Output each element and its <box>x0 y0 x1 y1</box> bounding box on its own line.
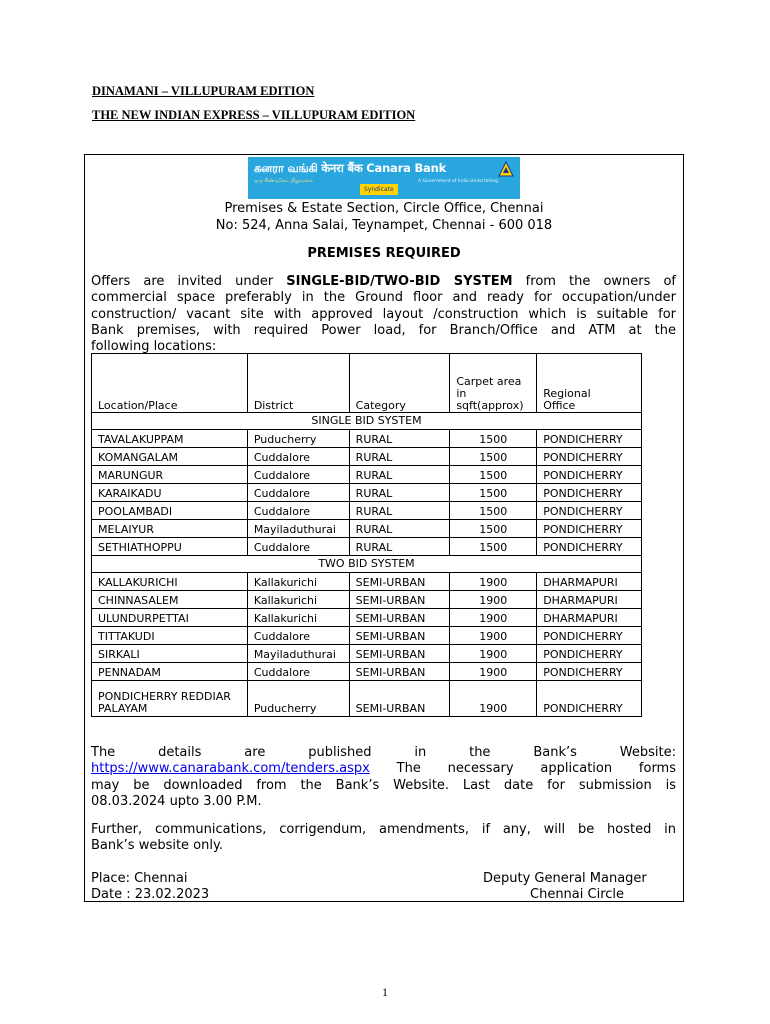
table-row <box>92 627 642 645</box>
two-bid-label: TWO BID SYSTEM <box>92 556 642 573</box>
table-cell: RURAL <box>349 448 450 466</box>
intro-paragraph <box>91 274 676 355</box>
table-row <box>92 645 642 663</box>
table-cell: SEMI-URBAN <box>349 591 450 609</box>
table-row <box>92 663 642 681</box>
table-cell: Puducherry <box>247 681 349 717</box>
table-cell: TITTAKUDI <box>92 627 248 645</box>
table-cell: RURAL <box>349 538 450 556</box>
table-row <box>92 591 642 609</box>
intro-text-c: from the owners of <box>512 274 676 289</box>
table-cell: CHINNASALEM <box>92 591 248 609</box>
signatory-circle: Chennai Circle <box>530 887 625 902</box>
table-cell: SEMI-URBAN <box>349 645 450 663</box>
table-cell: SIRKALI <box>92 645 248 663</box>
table-cell: 1500 <box>450 466 537 484</box>
table-cell: PONDICHERRY <box>537 484 642 502</box>
table-cell-line: PONDICHERRY REDDIAR <box>98 690 231 703</box>
table-cell: TAVALAKUPPAM <box>92 430 248 448</box>
edition-line-dinamani: DINAMANI – VILLUPURAM EDITION <box>92 84 315 98</box>
table-cell-line: Regional <box>543 387 591 400</box>
table-cell: DHARMAPURI <box>537 573 642 591</box>
table-cell: KARAIKADU <box>92 484 248 502</box>
table-cell: Kallakurichi <box>247 573 349 591</box>
table-cell: Cuddalore <box>247 627 349 645</box>
table-cell: MELAIYUR <box>92 520 248 538</box>
header-category: Category <box>349 354 450 413</box>
table-cell: RURAL <box>349 466 450 484</box>
intro-line-3: construction/ vacant site with approved layout /construction which is suitable for <box>91 306 676 322</box>
table-row <box>92 681 642 717</box>
table-cell: DHARMAPURI <box>537 609 642 627</box>
place-label: Place: Chennai <box>91 871 188 886</box>
table-cell: PONDICHERRY <box>537 645 642 663</box>
table-cell: Mayiladuthurai <box>247 645 349 663</box>
table-cell: 1500 <box>450 502 537 520</box>
table-row <box>92 484 642 502</box>
date-label: Date : 23.02.2023 <box>91 887 210 902</box>
table-cell: PONDICHERRY <box>537 502 642 520</box>
table-cell: ULUNDURPETTAI <box>92 609 248 627</box>
header-location: Location/Place <box>92 354 248 413</box>
tenders-link[interactable]: https://www.canarabank.com/tenders.aspx <box>91 761 370 777</box>
table-cell: POOLAMBADI <box>92 502 248 520</box>
table-cell: Cuddalore <box>247 663 349 681</box>
details-line-2-rest: The necessary application forms <box>369 761 676 777</box>
table-cell: MARUNGUR <box>92 466 248 484</box>
canara-bank-logo <box>248 157 520 199</box>
table-cell: KALLAKURICHI <box>92 573 248 591</box>
table-cell: PONDICHERRY <box>537 681 642 717</box>
edition-line-new-indian-express: THE NEW INDIAN EXPRESS – VILLUPURAM EDITION <box>92 108 416 122</box>
table-header-row <box>92 354 642 413</box>
table-row <box>92 520 642 538</box>
canara-triangle-icon <box>498 161 514 177</box>
page-number: 1 <box>382 985 388 999</box>
table-cell-line: Office <box>543 399 576 412</box>
table-cell: PENNADAM <box>92 663 248 681</box>
last-row-location <box>92 681 248 717</box>
table-cell: Cuddalore <box>247 466 349 484</box>
header-regional-office <box>537 354 642 413</box>
details-line-1: The details are published in the Bank’s Website: <box>91 745 676 760</box>
table-cell: 1900 <box>450 627 537 645</box>
intro-line-5: following locations: <box>91 339 217 355</box>
further-line-1: Further, communications, corrigendum, amendments, if any, will be hosted in <box>91 822 676 837</box>
table-cell: Cuddalore <box>247 484 349 502</box>
table-cell: PONDICHERRY <box>537 448 642 466</box>
table-cell: 1500 <box>450 538 537 556</box>
table-row <box>92 538 642 556</box>
header-carpet-area <box>450 354 537 413</box>
syndicate-badge: Syndicate <box>360 184 398 195</box>
table-cell: Puducherry <box>247 430 349 448</box>
table-cell: Cuddalore <box>247 502 349 520</box>
table-cell-line: sqft(approx) <box>456 399 524 412</box>
table-cell: SEMI-URBAN <box>349 663 450 681</box>
table-cell: SEMI-URBAN <box>349 609 450 627</box>
single-bid-label: SINGLE BID SYSTEM <box>92 413 642 430</box>
section-row-two-bid <box>92 556 642 573</box>
details-line-3: may be downloaded from the Bank’s Website. Last date for submission is <box>91 777 676 793</box>
table-cell: KOMANGALAM <box>92 448 248 466</box>
table-cell: 1900 <box>450 663 537 681</box>
table-cell-line: Carpet area <box>456 375 522 388</box>
header-district: District <box>247 354 349 413</box>
table-cell: 1500 <box>450 448 537 466</box>
table-row <box>92 466 642 484</box>
table-cell: 1500 <box>450 484 537 502</box>
table-cell: 1900 <box>450 591 537 609</box>
table-cell: PONDICHERRY <box>537 466 642 484</box>
table-cell: DHARMAPURI <box>537 591 642 609</box>
address-line-2: No: 524, Anna Salai, Teynampet, Chennai - 600 018 <box>215 218 553 233</box>
table-cell: Cuddalore <box>247 448 349 466</box>
address-line-1: Premises & Estate Section, Circle Office, Chennai <box>224 201 544 216</box>
page-title: PREMISES REQUIRED <box>307 246 461 261</box>
section-row-single-bid <box>92 413 642 430</box>
table-cell: SETHIATHOPPU <box>92 538 248 556</box>
table-cell: Kallakurichi <box>247 591 349 609</box>
table-cell: Mayiladuthurai <box>247 520 349 538</box>
details-paragraph <box>91 745 676 810</box>
intro-text-a: Offers are invited under <box>91 274 287 289</box>
table-cell: 1900 <box>450 573 537 591</box>
logo-subtitle: ஒரு சிண்டிகேட் நிறுவனம் <box>254 178 313 184</box>
bid-system-label: SINGLE-BID/TWO-BID SYSTEM <box>286 274 513 289</box>
table-cell: 1900 <box>450 609 537 627</box>
table-cell: 1500 <box>450 520 537 538</box>
table-cell: RURAL <box>349 484 450 502</box>
table-cell: PONDICHERRY <box>537 663 642 681</box>
table-cell: 1500 <box>450 430 537 448</box>
table-cell: Kallakurichi <box>247 609 349 627</box>
table-cell: Cuddalore <box>247 538 349 556</box>
table-cell: PONDICHERRY <box>537 520 642 538</box>
further-line-2: Bank’s website only. <box>91 838 223 854</box>
signatory-designation: Deputy General Manager <box>483 871 647 886</box>
table-cell: SEMI-URBAN <box>349 573 450 591</box>
table-cell: RURAL <box>349 430 450 448</box>
logo-text: கனரா வங்கி केनरा बैंक Canara Bank <box>254 161 447 175</box>
table-row <box>92 430 642 448</box>
table-cell: RURAL <box>349 520 450 538</box>
details-line-4: 08.03.2024 upto 3.00 P.M. <box>91 793 262 809</box>
table-row <box>92 573 642 591</box>
table-row <box>92 502 642 520</box>
table-cell: 1900 <box>450 681 537 717</box>
locations-table <box>91 353 642 717</box>
further-paragraph <box>91 822 676 855</box>
table-cell: RURAL <box>349 502 450 520</box>
table-cell: 1900 <box>450 645 537 663</box>
table-cell: PONDICHERRY <box>537 538 642 556</box>
logo-tagline: A Government of India Undertaking <box>418 179 498 184</box>
table-cell-line: in <box>456 387 467 400</box>
intro-line-4: Bank premises, with required Power load, for Branch/Office and ATM at the <box>91 322 676 338</box>
table-row <box>92 448 642 466</box>
table-row <box>92 609 642 627</box>
intro-line-2: commercial space preferably in the Ground floor and ready for occupation/under <box>91 290 676 306</box>
table-cell: SEMI-URBAN <box>349 627 450 645</box>
table-cell: PONDICHERRY <box>537 430 642 448</box>
table-cell: SEMI-URBAN <box>349 681 450 717</box>
table-cell: PONDICHERRY <box>537 627 642 645</box>
table-cell-line: PALAYAM <box>98 702 148 715</box>
